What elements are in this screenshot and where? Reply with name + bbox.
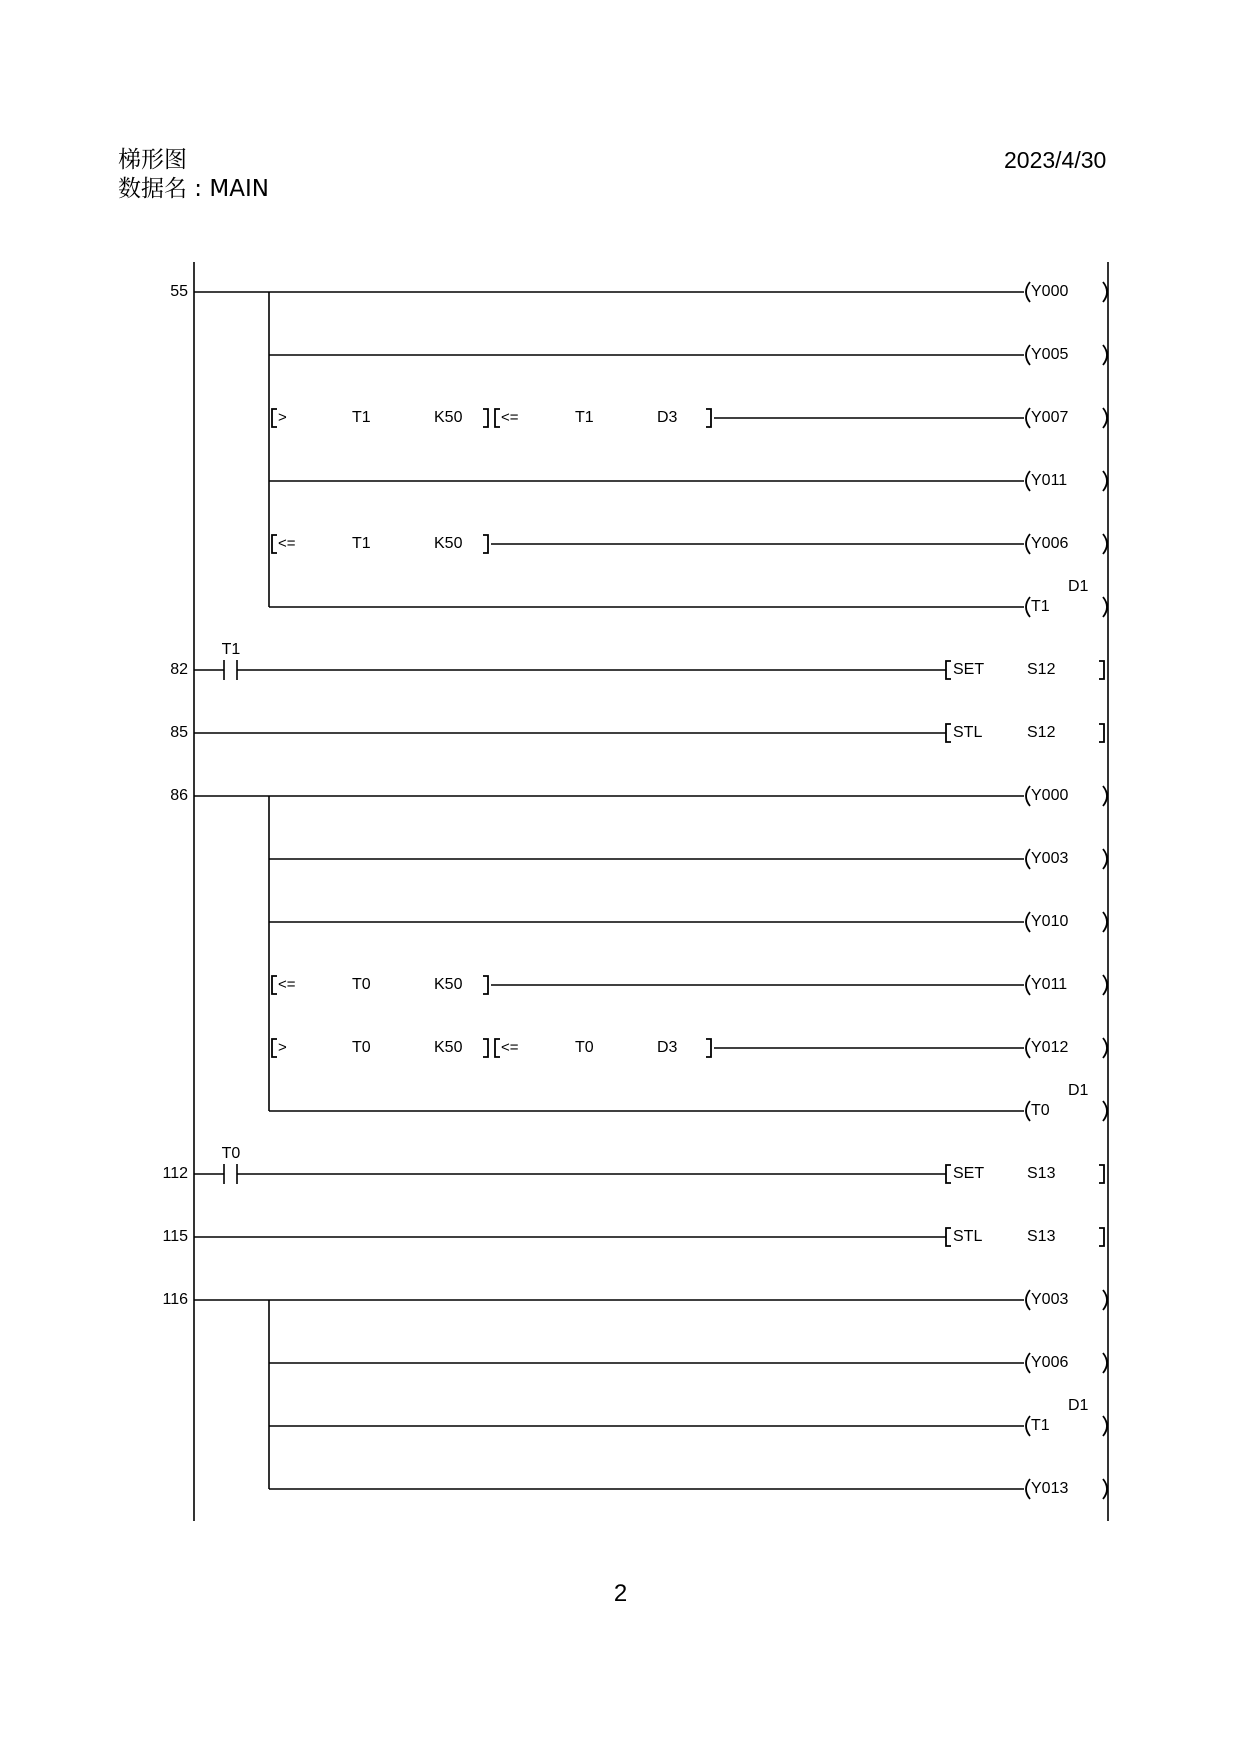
- compare-operand-2: D3: [657, 409, 678, 427]
- timer-setting: D1: [1068, 578, 1089, 596]
- instruction-close-bracket: [1099, 661, 1104, 679]
- print-date: 2023/4/30: [1004, 147, 1107, 173]
- step-number: 55: [170, 283, 188, 301]
- timer-setting: D1: [1068, 1397, 1089, 1415]
- coil-operand: Y006: [1031, 1354, 1069, 1372]
- coil-close-paren: [1103, 975, 1107, 995]
- coil-operand: Y000: [1031, 283, 1069, 301]
- instruction-name: SET: [953, 661, 985, 679]
- coil-operand: Y006: [1031, 535, 1069, 553]
- coil-open-paren: [1026, 345, 1030, 365]
- coil-close-paren: [1103, 597, 1107, 617]
- coil-operand: Y003: [1031, 1291, 1069, 1309]
- instruction-operand: S13: [1027, 1165, 1056, 1183]
- step-number: 82: [170, 661, 188, 679]
- compare-operand-1: T0: [352, 976, 371, 994]
- coil-close-paren: [1103, 1101, 1107, 1121]
- instruction-operand: S12: [1027, 724, 1056, 742]
- coil-close-paren: [1103, 1353, 1107, 1373]
- compare-operator: <=: [501, 1038, 519, 1056]
- compare-operand-2: K50: [434, 409, 463, 427]
- step-number: 115: [162, 1228, 188, 1246]
- compare-close-bracket: [706, 409, 711, 427]
- instruction-open-bracket: [946, 1165, 951, 1183]
- compare-operand-1: T0: [575, 1039, 594, 1057]
- compare-open-bracket: [495, 409, 500, 427]
- coil-close-paren: [1103, 1479, 1107, 1499]
- coil-operand: Y013: [1031, 1480, 1069, 1498]
- coil-open-paren: [1026, 786, 1030, 806]
- compare-open-bracket: [272, 976, 277, 994]
- compare-open-bracket: [495, 1039, 500, 1057]
- coil-close-paren: [1103, 471, 1107, 491]
- coil-open-paren: [1026, 534, 1030, 554]
- step-number: 112: [162, 1165, 188, 1183]
- instruction-operand: S13: [1027, 1228, 1056, 1246]
- coil-open-paren: [1026, 1416, 1030, 1436]
- coil-open-paren: [1026, 1038, 1030, 1058]
- coil-open-paren: [1026, 282, 1030, 302]
- instruction-operand: S12: [1027, 661, 1056, 679]
- step-number: 86: [170, 787, 188, 805]
- coil-operand: T1: [1031, 598, 1050, 616]
- coil-operand: Y005: [1031, 346, 1069, 364]
- coil-close-paren: [1103, 345, 1107, 365]
- instruction-close-bracket: [1099, 1165, 1104, 1183]
- coil-operand: Y010: [1031, 913, 1069, 931]
- compare-open-bracket: [272, 409, 277, 427]
- compare-close-bracket: [483, 976, 488, 994]
- compare-close-bracket: [483, 409, 488, 427]
- contact-label: T0: [221, 1145, 241, 1163]
- coil-open-paren: [1026, 1101, 1030, 1121]
- compare-open-bracket: [272, 535, 277, 553]
- data-name-label: 数据名 : MAIN: [118, 176, 269, 202]
- coil-open-paren: [1026, 912, 1030, 932]
- compare-close-bracket: [706, 1039, 711, 1057]
- compare-operator: <=: [278, 975, 296, 993]
- compare-operand-2: K50: [434, 535, 463, 553]
- contact-label: T1: [221, 641, 241, 659]
- compare-close-bracket: [483, 1039, 488, 1057]
- coil-close-paren: [1103, 849, 1107, 869]
- coil-close-paren: [1103, 1038, 1107, 1058]
- instruction-close-bracket: [1099, 724, 1104, 742]
- instruction-name: STL: [953, 724, 983, 742]
- compare-close-bracket: [483, 535, 488, 553]
- coil-open-paren: [1026, 408, 1030, 428]
- instruction-open-bracket: [946, 724, 951, 742]
- instruction-name: SET: [953, 1165, 985, 1183]
- coil-operand: Y012: [1031, 1039, 1069, 1057]
- coil-operand: Y011: [1031, 976, 1068, 994]
- coil-close-paren: [1103, 282, 1107, 302]
- coil-operand: T0: [1031, 1102, 1050, 1120]
- compare-operand-2: K50: [434, 1039, 463, 1057]
- coil-close-paren: [1103, 408, 1107, 428]
- coil-operand: Y007: [1031, 409, 1069, 427]
- compare-operand-2: D3: [657, 1039, 678, 1057]
- step-number: 116: [162, 1291, 188, 1309]
- instruction-close-bracket: [1099, 1228, 1104, 1246]
- coil-close-paren: [1103, 786, 1107, 806]
- coil-close-paren: [1103, 1290, 1107, 1310]
- instruction-open-bracket: [946, 1228, 951, 1246]
- diagram-type-title: 梯形图: [118, 147, 187, 173]
- coil-operand: Y003: [1031, 850, 1069, 868]
- coil-open-paren: [1026, 597, 1030, 617]
- coil-operand: Y011: [1031, 472, 1068, 490]
- coil-open-paren: [1026, 1479, 1030, 1499]
- compare-operator: >: [278, 408, 287, 426]
- page-number: 2: [613, 1580, 628, 1607]
- coil-operand: T1: [1031, 1417, 1050, 1435]
- compare-operand-1: T1: [352, 535, 371, 553]
- coil-close-paren: [1103, 912, 1107, 932]
- compare-operand-1: T0: [352, 1039, 371, 1057]
- coil-close-paren: [1103, 534, 1107, 554]
- instruction-open-bracket: [946, 661, 951, 679]
- compare-operand-1: T1: [575, 409, 594, 427]
- coil-open-paren: [1026, 1353, 1030, 1373]
- compare-operator: >: [278, 1038, 287, 1056]
- coil-operand: Y000: [1031, 787, 1069, 805]
- step-number: 85: [170, 724, 188, 742]
- coil-close-paren: [1103, 1416, 1107, 1436]
- compare-open-bracket: [272, 1039, 277, 1057]
- timer-setting: D1: [1068, 1082, 1089, 1100]
- compare-operand-2: K50: [434, 976, 463, 994]
- coil-open-paren: [1026, 849, 1030, 869]
- compare-operand-1: T1: [352, 409, 371, 427]
- coil-open-paren: [1026, 1290, 1030, 1310]
- compare-operator: <=: [278, 534, 296, 552]
- coil-open-paren: [1026, 975, 1030, 995]
- instruction-name: STL: [953, 1228, 983, 1246]
- coil-open-paren: [1026, 471, 1030, 491]
- compare-operator: <=: [501, 408, 519, 426]
